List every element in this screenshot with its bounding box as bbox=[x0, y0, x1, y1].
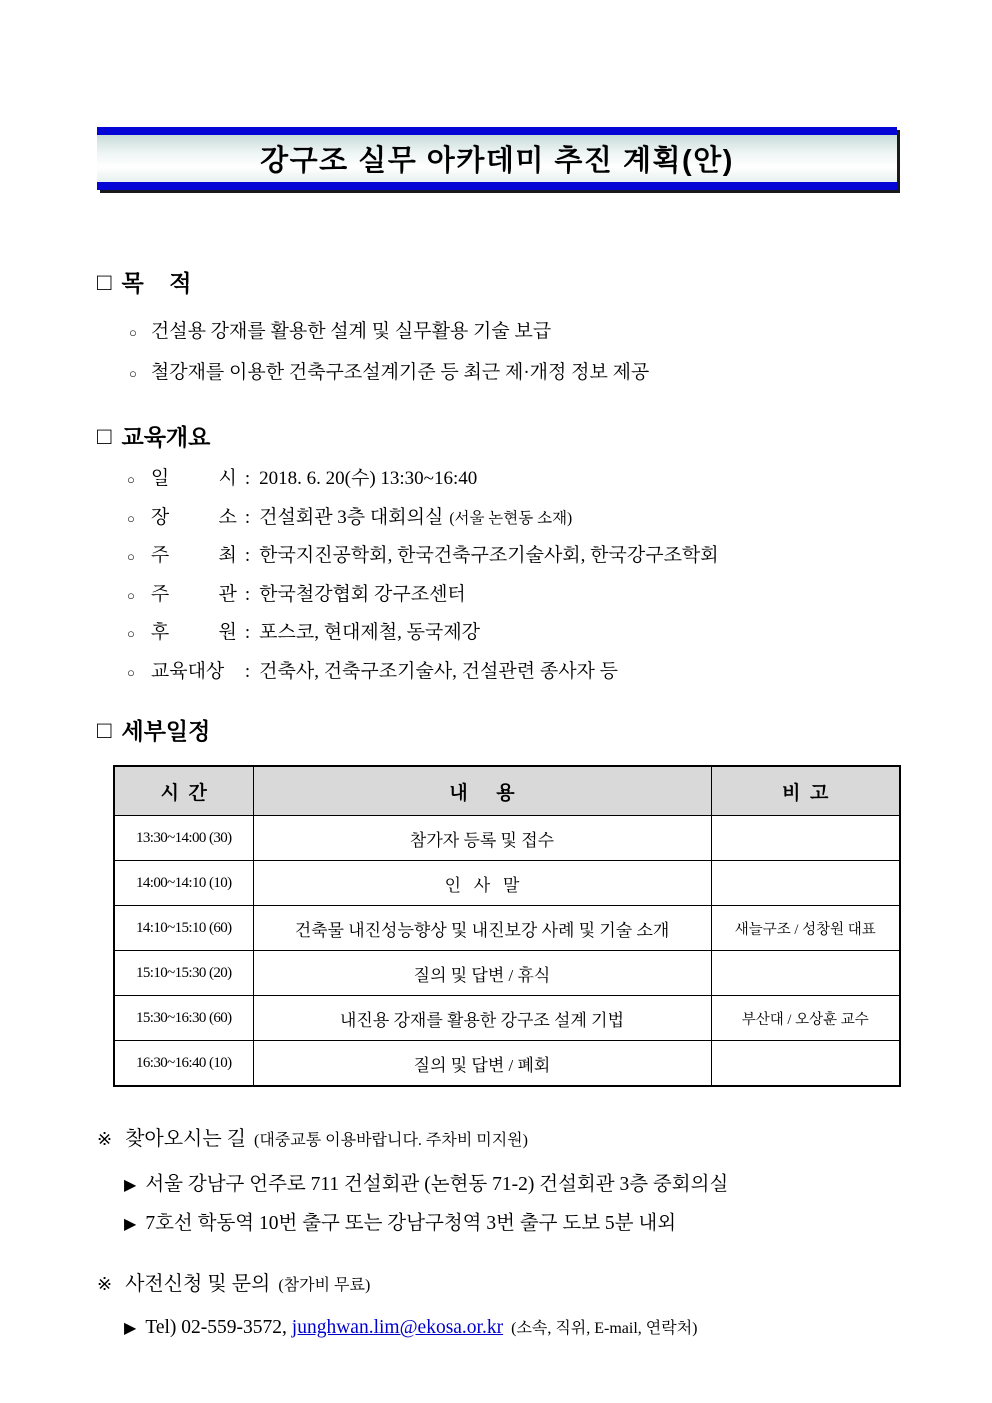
table-header-row bbox=[114, 766, 900, 816]
col-header-content: 내 용 bbox=[253, 766, 711, 816]
overview-item-label: 후 원 bbox=[150, 622, 237, 643]
cell-time: 13:30~14:00 (30) bbox=[114, 816, 253, 861]
email-link[interactable]: junghwan.lim@ekosa.or.kr bbox=[291, 1317, 504, 1338]
col-header-remark: 비 고 bbox=[711, 766, 900, 816]
cell-remark bbox=[711, 951, 900, 996]
triangle-bullet-icon: ▶ bbox=[124, 1320, 137, 1337]
table-row bbox=[114, 1041, 900, 1087]
reference-mark-icon: ※ bbox=[97, 1274, 113, 1294]
directions-item-text: 7호선 학동역 10번 출구 또는 강남구청역 3번 출구 도보 5분 내외 bbox=[145, 1213, 677, 1234]
circle-bullet-icon: ○ bbox=[127, 472, 135, 487]
triangle-bullet-icon: ▶ bbox=[124, 1177, 137, 1194]
contact-title-note: (참가비 무료) bbox=[278, 1277, 371, 1294]
overview-item-label: 교육대상 bbox=[150, 660, 225, 682]
circle-bullet-icon: ○ bbox=[127, 587, 135, 603]
cell-time: 14:10~15:10 (60) bbox=[114, 906, 253, 951]
colon-separator: : bbox=[244, 622, 251, 643]
table-row bbox=[114, 996, 900, 1041]
contact-tel-line bbox=[124, 1313, 898, 1344]
cell-content: 질의 및 답변 / 폐회 bbox=[253, 1041, 711, 1087]
circle-bullet-icon: ○ bbox=[129, 325, 137, 340]
colon-separator: : bbox=[244, 660, 251, 682]
overview-item-value: 한국철강협회 강구조센터 bbox=[259, 583, 466, 605]
square-box-icon: □ bbox=[97, 717, 112, 744]
circle-bullet-icon: ○ bbox=[127, 664, 135, 680]
section-heading-schedule bbox=[97, 716, 898, 746]
circle-bullet-icon: ○ bbox=[127, 510, 135, 526]
title-banner bbox=[97, 127, 897, 190]
overview-heading-label: 교육개요 bbox=[121, 424, 211, 450]
table-row bbox=[114, 861, 900, 906]
cell-remark: 부산대 / 오상훈 교수 bbox=[711, 996, 900, 1041]
table-row bbox=[114, 951, 900, 996]
directions-heading bbox=[97, 1124, 898, 1156]
square-box-icon: □ bbox=[97, 269, 112, 296]
cell-time: 15:10~15:30 (20) bbox=[114, 951, 253, 996]
overview-item-label: 장 소 bbox=[150, 506, 237, 528]
square-box-icon: □ bbox=[97, 423, 112, 450]
purpose-heading-label: 목 적 bbox=[121, 270, 192, 296]
page-title: 강구조 실무 아카데미 추진 계획(안) bbox=[260, 145, 734, 177]
cell-time: 16:30~16:40 (10) bbox=[114, 1041, 253, 1087]
circle-bullet-icon: ○ bbox=[127, 626, 135, 641]
list-item bbox=[129, 312, 898, 353]
schedule-table bbox=[113, 765, 901, 1087]
cell-content: 참가자 등록 및 접수 bbox=[253, 816, 711, 861]
directions-title: 찾아오시는 길 bbox=[125, 1128, 247, 1150]
list-item bbox=[127, 576, 898, 615]
circle-bullet-icon: ○ bbox=[127, 549, 135, 564]
cell-remark: 새늘구조 / 성창원 대표 bbox=[711, 906, 900, 951]
schedule-heading-label: 세부일정 bbox=[121, 718, 211, 744]
cell-time: 15:30~16:30 (60) bbox=[114, 996, 253, 1041]
list-item bbox=[127, 537, 898, 576]
overview-list bbox=[127, 460, 898, 691]
directions-list bbox=[124, 1166, 898, 1244]
table-row bbox=[114, 906, 900, 951]
overview-item-label: 일 시 bbox=[150, 468, 237, 489]
purpose-bullet-list bbox=[129, 312, 898, 394]
email-note: (소속, 직위, E-mail, 연락처) bbox=[511, 1320, 698, 1337]
cell-remark bbox=[711, 1041, 900, 1087]
reference-mark-icon: ※ bbox=[97, 1129, 113, 1149]
tel-number: Tel) 02-559-3572, bbox=[145, 1317, 287, 1338]
list-item bbox=[127, 460, 898, 499]
cell-remark bbox=[711, 816, 900, 861]
list-item bbox=[124, 1205, 898, 1244]
colon-separator: : bbox=[244, 506, 251, 528]
contact-title: 사전신청 및 문의 bbox=[125, 1273, 271, 1295]
directions-title-note: (대중교통 이용바랍니다. 주차비 미지원) bbox=[254, 1132, 528, 1149]
col-header-time: 시 간 bbox=[114, 766, 253, 816]
triangle-bullet-icon: ▶ bbox=[124, 1216, 137, 1233]
colon-separator: : bbox=[244, 468, 251, 489]
list-item bbox=[127, 614, 898, 653]
colon-separator: : bbox=[244, 583, 251, 605]
cell-remark bbox=[711, 861, 900, 906]
contact-section bbox=[97, 1269, 898, 1344]
list-item bbox=[127, 653, 898, 692]
directions-section bbox=[97, 1124, 898, 1244]
cell-content: 내진용 강재를 활용한 강구조 설계 기법 bbox=[253, 996, 711, 1041]
overview-item-label: 주 관 bbox=[150, 583, 237, 605]
cell-content: 건축물 내진성능향상 및 내진보강 사례 및 기술 소개 bbox=[253, 906, 711, 951]
cell-content: 질의 및 답변 / 휴식 bbox=[253, 951, 711, 996]
cell-time: 14:00~14:10 (10) bbox=[114, 861, 253, 906]
overview-item-value: 포스코, 현대제철, 동국제강 bbox=[259, 622, 481, 643]
overview-item-value: 건설회관 3층 대회의실 bbox=[259, 506, 444, 528]
overview-item-label: 주 최 bbox=[150, 545, 237, 566]
section-heading-overview bbox=[97, 422, 898, 452]
purpose-bullet-text: 철강재를 이용한 건축구조설계기준 등 최근 제·개정 정보 제공 bbox=[150, 362, 650, 383]
overview-item-value: 한국지진공학회, 한국건축구조기술사회, 한국강구조학회 bbox=[259, 545, 719, 566]
table-row bbox=[114, 816, 900, 861]
list-item bbox=[124, 1166, 898, 1205]
list-item bbox=[127, 499, 898, 538]
section-heading-purpose bbox=[97, 268, 898, 298]
directions-item-text: 서울 강남구 언주로 711 건설회관 (논현동 71-2) 건설회관 3층 중회의실 bbox=[145, 1174, 729, 1195]
overview-item-value: 건축사, 건축구조기술사, 건설관련 종사자 등 bbox=[259, 660, 619, 682]
overview-item-note: (서울 논현동 소재) bbox=[449, 509, 573, 527]
contact-heading bbox=[97, 1269, 898, 1301]
cell-content: 인 사 말 bbox=[253, 861, 711, 906]
purpose-bullet-text: 건설용 강재를 활용한 설계 및 실무활용 기술 보급 bbox=[150, 321, 552, 342]
overview-item-value: 2018. 6. 20(수) 13:30~16:40 bbox=[259, 468, 478, 489]
colon-separator: : bbox=[244, 545, 251, 566]
circle-bullet-icon: ○ bbox=[129, 366, 137, 381]
list-item bbox=[129, 353, 898, 394]
